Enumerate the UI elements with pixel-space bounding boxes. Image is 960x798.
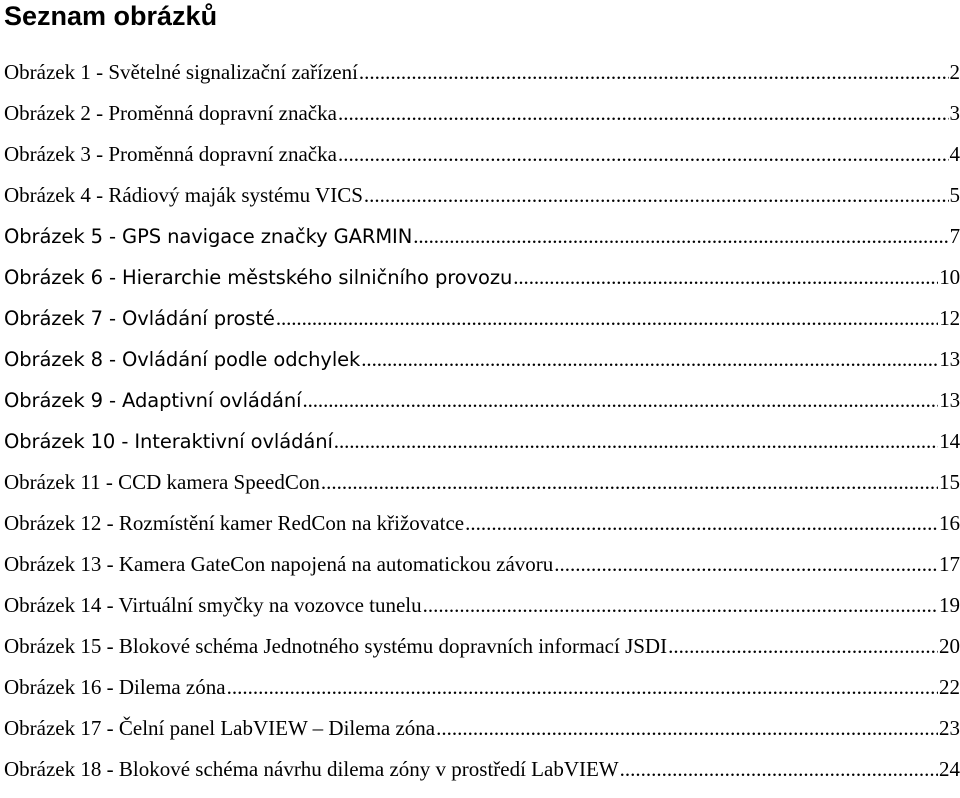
list-item[interactable] [4, 60, 960, 101]
dot-leader [668, 634, 938, 659]
page-number: 5 [950, 183, 960, 208]
list-item[interactable] [4, 511, 960, 552]
entry-label: Obrázek 7 - Ovládání prosté [4, 307, 275, 330]
list-item[interactable] [4, 306, 960, 347]
dot-leader [338, 101, 949, 126]
list-item[interactable] [4, 470, 960, 511]
entry-label: Obrázek 16 - Dilema zóna [4, 675, 226, 700]
list-item[interactable] [4, 552, 960, 593]
dot-leader [620, 757, 938, 782]
list-item[interactable] [4, 183, 960, 224]
page-number: 4 [950, 142, 960, 167]
dot-leader [302, 388, 938, 413]
dot-leader [436, 716, 938, 741]
list-item[interactable] [4, 634, 960, 675]
entry-label: Obrázek 18 - Blokové schéma návrhu dilema zóny v prostředí LabVIEW [4, 757, 619, 782]
list-item[interactable] [4, 142, 960, 183]
page-number: 22 [939, 675, 960, 700]
page-number: 15 [939, 470, 960, 495]
dot-leader [361, 347, 938, 372]
entry-label: Obrázek 10 - Interaktivní ovládání [4, 430, 333, 453]
page-title: Seznam obrázků [4, 0, 217, 32]
page-number: 17 [939, 552, 960, 577]
dot-leader [321, 470, 938, 495]
dot-leader [334, 429, 938, 454]
dot-leader [465, 511, 938, 536]
dot-leader [359, 60, 949, 85]
entry-label: Obrázek 6 - Hierarchie městského silničního provozu [4, 266, 512, 289]
page-number: 10 [939, 265, 960, 290]
entry-label: Obrázek 15 - Blokové schéma Jednotného systému dopravních informací JSDI [4, 634, 667, 659]
page-number: 23 [939, 716, 960, 741]
dot-leader [513, 265, 938, 290]
entry-label: Obrázek 14 - Virtuální smyčky na vozovce tunelu [4, 593, 422, 618]
dot-leader [554, 552, 938, 577]
page-number: 3 [950, 101, 960, 126]
dot-leader [227, 675, 938, 700]
list-item[interactable] [4, 757, 960, 798]
list-item[interactable] [4, 388, 960, 429]
entry-label: Obrázek 11 - CCD kamera SpeedCon [4, 470, 320, 495]
entry-label: Obrázek 1 - Světelné signalizační zařízení [4, 60, 358, 85]
list-item[interactable] [4, 347, 960, 388]
page-number: 14 [939, 429, 960, 454]
page-number: 20 [939, 634, 960, 659]
page-number: 13 [939, 388, 960, 413]
entry-label: Obrázek 5 - GPS navigace značky GARMIN [4, 225, 412, 248]
dot-leader [423, 593, 938, 618]
page-number: 7 [950, 224, 960, 249]
list-item[interactable] [4, 593, 960, 634]
page-number: 19 [939, 593, 960, 618]
entry-label: Obrázek 17 - Čelní panel LabVIEW – Dilema zóna [4, 716, 435, 741]
entry-label: Obrázek 8 - Ovládání podle odchylek [4, 348, 360, 371]
dot-leader [364, 183, 949, 208]
dot-leader [276, 306, 938, 331]
entry-label: Obrázek 4 - Rádiový maják systému VICS [4, 183, 363, 208]
list-item[interactable] [4, 429, 960, 470]
page-number: 24 [939, 757, 960, 782]
entry-label: Obrázek 9 - Adaptivní ovládání [4, 389, 301, 412]
dot-leader [413, 224, 948, 249]
entry-label: Obrázek 12 - Rozmístění kamer RedCon na křižovatce [4, 511, 464, 536]
list-item[interactable] [4, 675, 960, 716]
dot-leader [338, 142, 949, 167]
list-item[interactable] [4, 716, 960, 757]
list-item[interactable] [4, 101, 960, 142]
page-number: 13 [939, 347, 960, 372]
entry-label: Obrázek 13 - Kamera GateCon napojená na automatickou závoru [4, 552, 553, 577]
list-item[interactable] [4, 224, 960, 265]
entry-label: Obrázek 2 - Proměnná dopravní značka [4, 101, 337, 126]
page-number: 12 [939, 306, 960, 331]
entry-label: Obrázek 3 - Proměnná dopravní značka [4, 142, 337, 167]
list-item[interactable] [4, 265, 960, 306]
page-number: 2 [950, 60, 960, 85]
figure-list [4, 60, 960, 798]
page-number: 16 [939, 511, 960, 536]
